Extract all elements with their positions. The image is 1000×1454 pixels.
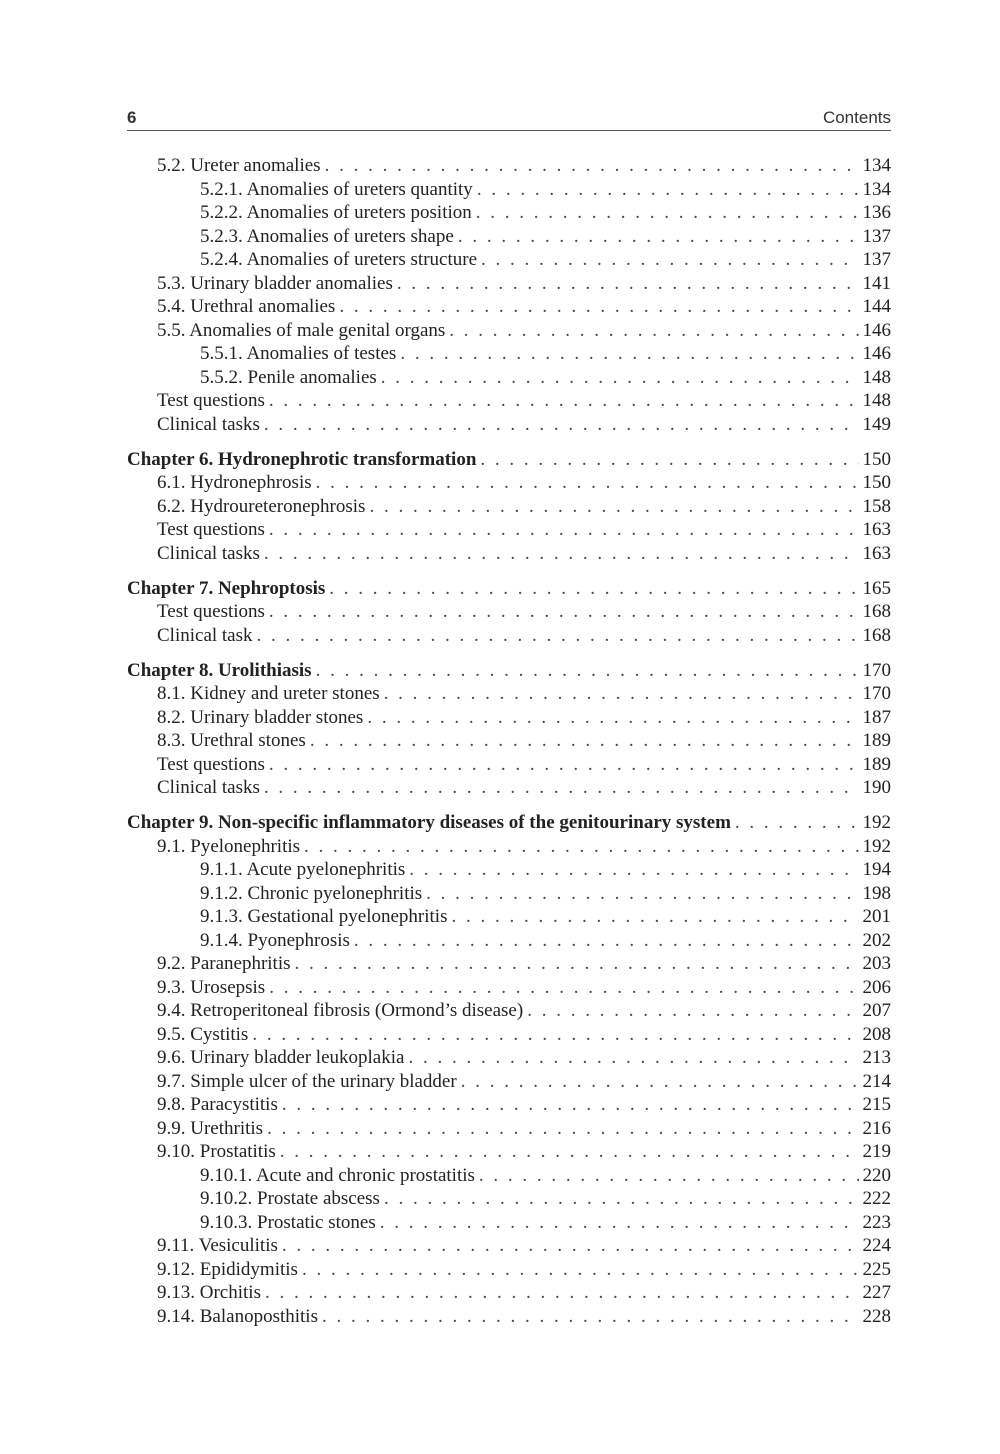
toc-entry-label: Test questions xyxy=(157,601,265,622)
toc-entry-label: 9.5. Cystitis xyxy=(157,1023,249,1045)
dot-leader xyxy=(339,295,858,319)
dot-leader xyxy=(369,495,858,519)
toc-entry-label: 5.5. Anomalies of male genital organs xyxy=(157,319,446,341)
toc-entry-page: 150 xyxy=(862,448,891,470)
toc-entry-page: 216 xyxy=(862,1117,891,1139)
toc-entry-page: 137 xyxy=(862,225,891,247)
toc-entry-label: 9.1.4. Pyonephrosis xyxy=(200,929,350,951)
toc-entry-page: 192 xyxy=(862,835,891,857)
dot-leader xyxy=(367,706,858,730)
toc-subsection-entry xyxy=(127,1164,891,1188)
toc-section-entry xyxy=(127,1140,891,1164)
toc-subsection-entry xyxy=(127,178,891,202)
toc-entry-page: 203 xyxy=(862,953,891,974)
toc-entry-page: 213 xyxy=(862,1047,891,1068)
dot-leader xyxy=(257,624,859,648)
toc-entry-label: 9.8. Paracystitis xyxy=(157,1094,278,1115)
toc-entry-page: 189 xyxy=(862,753,891,775)
toc-section-entry xyxy=(127,976,891,1000)
toc-subsection-entry xyxy=(127,248,891,272)
dot-leader xyxy=(477,178,859,202)
toc-entry-label: 9.1.1. Acute pyelonephritis xyxy=(200,859,406,880)
dot-leader xyxy=(252,1023,858,1047)
dot-leader xyxy=(527,999,858,1023)
toc-entry-page: 148 xyxy=(862,366,891,388)
toc-chapter-entry xyxy=(127,577,891,601)
toc-section-entry xyxy=(127,1093,891,1117)
toc-entry-page: 227 xyxy=(862,1282,891,1303)
toc-entry-label: Chapter 8. Urolithiasis xyxy=(127,659,312,681)
toc-entry-label: Test questions xyxy=(157,519,265,540)
toc-entry-label: 9.10.3. Prostatic stones xyxy=(200,1211,376,1233)
dot-leader xyxy=(384,1187,859,1211)
toc-entry-page: 198 xyxy=(862,882,891,904)
toc-section-entry xyxy=(127,1258,891,1282)
toc-subsection-entry xyxy=(127,201,891,225)
toc-entry-page: 219 xyxy=(862,1141,891,1162)
toc-entry-label: 9.13. Orchitis xyxy=(157,1282,261,1303)
dot-leader xyxy=(269,389,859,413)
dot-leader xyxy=(426,882,858,906)
section-title: Contents xyxy=(822,108,891,127)
dot-leader xyxy=(400,342,858,366)
toc-section-entry xyxy=(127,413,891,437)
dot-leader xyxy=(354,929,859,953)
toc-entry-label: 8.2. Urinary bladder stones xyxy=(157,706,364,728)
dot-leader xyxy=(322,1305,859,1329)
toc-entry-label: Clinical tasks xyxy=(157,413,260,435)
dot-leader xyxy=(316,659,859,683)
toc-entry-label: 5.2.4. Anomalies of ureters structure xyxy=(200,249,478,270)
toc-section-entry xyxy=(127,1234,891,1258)
toc-entry-label: 5.5.1. Anomalies of testes xyxy=(200,343,397,364)
toc-section-entry xyxy=(127,542,891,566)
toc-entry-page: 137 xyxy=(862,249,891,270)
toc-entry-page: 134 xyxy=(862,155,891,176)
page-number: 6 xyxy=(127,108,137,127)
toc-chapter-entry xyxy=(127,659,891,683)
dot-leader xyxy=(269,976,858,1000)
toc-entry-label: 9.2. Paranephritis xyxy=(157,953,291,974)
dot-leader xyxy=(269,600,859,624)
toc-section-entry xyxy=(127,706,891,730)
dot-leader xyxy=(280,1140,859,1164)
toc-entry-page: 215 xyxy=(862,1094,891,1115)
dot-leader xyxy=(458,225,859,249)
toc-entry-page: 187 xyxy=(862,706,891,728)
toc-entry-label: 9.1. Pyelonephritis xyxy=(157,835,301,857)
dot-leader xyxy=(265,1281,859,1305)
toc-entry-label: 9.10. Prostatitis xyxy=(157,1141,276,1162)
dot-leader xyxy=(481,248,858,272)
toc-entry-page: 202 xyxy=(862,929,891,951)
toc-entry-label: Test questions xyxy=(157,390,265,411)
dot-leader xyxy=(397,272,859,296)
toc-section-entry xyxy=(127,272,891,296)
toc-section-entry xyxy=(127,495,891,519)
toc-chapter-entry xyxy=(127,811,891,835)
toc-entry-page: 163 xyxy=(862,542,891,564)
toc-subsection-entry xyxy=(127,882,891,906)
toc-section-entry xyxy=(127,624,891,648)
dot-leader xyxy=(329,577,858,601)
toc-section-entry xyxy=(127,295,891,319)
toc-entry-label: 9.1.3. Gestational pyelonephritis xyxy=(200,906,448,927)
toc-section-entry xyxy=(127,1281,891,1305)
dot-leader xyxy=(264,776,859,800)
running-header xyxy=(127,106,891,131)
dot-leader xyxy=(302,1258,859,1282)
toc-entry-label: Clinical task xyxy=(157,624,253,646)
toc-entry-label: 9.14. Balanoposthitis xyxy=(157,1305,318,1327)
dot-leader xyxy=(735,811,859,835)
dot-leader xyxy=(264,542,859,566)
toc-entry-page: 165 xyxy=(862,577,891,599)
dot-leader xyxy=(269,753,859,777)
toc-entry-label: 9.3. Urosepsis xyxy=(157,976,266,998)
dot-leader xyxy=(295,952,859,976)
toc-subsection-entry xyxy=(127,225,891,249)
toc-entry-page: 214 xyxy=(862,1070,891,1092)
toc-entry-label: 9.11. Vesiculitis xyxy=(157,1235,278,1256)
toc-subsection-entry xyxy=(127,929,891,953)
dot-leader xyxy=(476,201,859,225)
chapter-spacer xyxy=(127,800,891,812)
dot-leader xyxy=(380,1211,859,1235)
dot-leader xyxy=(282,1093,859,1117)
dot-leader xyxy=(449,319,858,343)
table-of-contents xyxy=(127,154,891,1328)
toc-section-entry xyxy=(127,999,891,1023)
toc-entry-label: 5.3. Urinary bladder anomalies xyxy=(157,272,393,294)
toc-subsection-entry xyxy=(127,1211,891,1235)
toc-entry-page: 170 xyxy=(862,659,891,681)
dot-leader xyxy=(267,1117,858,1141)
toc-entry-label: 9.6. Urinary bladder leukoplakia xyxy=(157,1047,405,1068)
toc-entry-label: Clinical tasks xyxy=(157,542,260,564)
toc-entry-label: 5.5.2. Penile anomalies xyxy=(200,366,377,388)
toc-entry-label: 8.3. Urethral stones xyxy=(157,730,306,751)
toc-section-entry xyxy=(127,952,891,976)
toc-section-entry xyxy=(127,682,891,706)
toc-entry-label: 5.2. Ureter anomalies xyxy=(157,155,321,176)
toc-entry-page: 141 xyxy=(862,272,891,294)
toc-entry-label: 9.4. Retroperitoneal fibrosis (Ormond’s disease) xyxy=(157,1000,524,1021)
toc-section-entry xyxy=(127,1023,891,1047)
toc-chapter-entry xyxy=(127,448,891,472)
toc-subsection-entry xyxy=(127,342,891,366)
toc-entry-label: 9.7. Simple ulcer of the urinary bladder xyxy=(157,1070,457,1092)
toc-entry-page: 136 xyxy=(862,202,891,223)
dot-leader xyxy=(316,471,859,495)
toc-entry-page: 149 xyxy=(862,413,891,435)
dot-leader xyxy=(304,835,858,859)
toc-entry-page: 224 xyxy=(862,1235,891,1256)
dot-leader xyxy=(480,448,858,472)
toc-section-entry xyxy=(127,835,891,859)
toc-section-entry xyxy=(127,1046,891,1070)
toc-entry-page: 206 xyxy=(862,976,891,998)
toc-entry-page: 148 xyxy=(862,390,891,411)
toc-entry-label: 6.2. Hydroureteronephrosis xyxy=(157,495,366,517)
toc-entry-page: 223 xyxy=(862,1211,891,1233)
toc-entry-page: 168 xyxy=(862,624,891,646)
toc-entry-page: 220 xyxy=(862,1164,891,1186)
toc-entry-label: Chapter 7. Nephroptosis xyxy=(127,577,326,599)
dot-leader xyxy=(282,1234,859,1258)
toc-entry-label: 8.1. Kidney and ureter stones xyxy=(157,683,380,704)
toc-section-entry xyxy=(127,1117,891,1141)
toc-entry-label: 9.12. Epididymitis xyxy=(157,1258,298,1280)
toc-entry-page: 190 xyxy=(862,777,891,798)
toc-subsection-entry xyxy=(127,858,891,882)
toc-entry-label: 5.2.1. Anomalies of ureters quantity xyxy=(200,178,473,200)
toc-entry-page: 163 xyxy=(862,519,891,540)
toc-subsection-entry xyxy=(127,366,891,390)
toc-entry-label: 5.2.2. Anomalies of ureters position xyxy=(200,202,472,223)
dot-leader xyxy=(451,905,858,929)
toc-entry-label: 6.1. Hydronephrosis xyxy=(157,472,312,493)
toc-entry-page: 208 xyxy=(862,1023,891,1045)
dot-leader xyxy=(325,154,859,178)
toc-entry-label: 9.10.2. Prostate abscess xyxy=(200,1188,380,1209)
toc-entry-label: 5.4. Urethral anomalies xyxy=(157,296,336,317)
toc-entry-page: 189 xyxy=(862,730,891,751)
toc-entry-page: 146 xyxy=(862,343,891,364)
toc-entry-label: Clinical tasks xyxy=(157,777,260,798)
toc-entry-page: 194 xyxy=(862,859,891,880)
toc-entry-page: 201 xyxy=(862,906,891,927)
toc-entry-page: 144 xyxy=(862,296,891,317)
dot-leader xyxy=(269,518,859,542)
dot-leader xyxy=(381,366,859,390)
chapter-spacer xyxy=(127,647,891,659)
toc-section-entry xyxy=(127,154,891,178)
toc-subsection-entry xyxy=(127,1187,891,1211)
toc-section-entry xyxy=(127,1070,891,1094)
toc-entry-label: 9.9. Urethritis xyxy=(157,1117,264,1139)
toc-section-entry xyxy=(127,753,891,777)
dot-leader xyxy=(461,1070,859,1094)
dot-leader xyxy=(408,1046,858,1070)
dot-leader xyxy=(310,729,859,753)
dot-leader xyxy=(409,858,858,882)
toc-section-entry xyxy=(127,471,891,495)
dot-leader xyxy=(264,413,859,437)
toc-entry-label: 9.1.2. Chronic pyelonephritis xyxy=(200,882,423,904)
toc-entry-label: Test questions xyxy=(157,753,265,775)
toc-entry-page: 134 xyxy=(862,178,891,200)
chapter-spacer xyxy=(127,436,891,448)
toc-entry-page: 207 xyxy=(862,1000,891,1021)
toc-section-entry xyxy=(127,518,891,542)
toc-section-entry xyxy=(127,1305,891,1329)
toc-entry-page: 192 xyxy=(862,812,891,833)
toc-section-entry xyxy=(127,600,891,624)
toc-entry-page: 222 xyxy=(862,1188,891,1209)
toc-entry-page: 225 xyxy=(862,1258,891,1280)
toc-subsection-entry xyxy=(127,905,891,929)
toc-entry-page: 168 xyxy=(862,601,891,622)
toc-entry-label: 5.2.3. Anomalies of ureters shape xyxy=(200,225,454,247)
toc-section-entry xyxy=(127,776,891,800)
toc-entry-label: Chapter 6. Hydronephrotic transformation xyxy=(127,448,477,470)
dot-leader xyxy=(384,682,859,706)
toc-entry-page: 150 xyxy=(862,472,891,493)
chapter-spacer xyxy=(127,565,891,577)
toc-entry-page: 170 xyxy=(862,683,891,704)
toc-section-entry xyxy=(127,729,891,753)
toc-entry-page: 228 xyxy=(862,1305,891,1327)
toc-section-entry xyxy=(127,319,891,343)
dot-leader xyxy=(479,1164,859,1188)
toc-entry-page: 158 xyxy=(862,495,891,517)
toc-entry-page: 146 xyxy=(862,319,891,341)
toc-entry-label: Chapter 9. Non-specific inflammatory diseases of the genitourinary system xyxy=(127,812,731,833)
toc-entry-label: 9.10.1. Acute and chronic prostatitis xyxy=(200,1164,475,1186)
toc-section-entry xyxy=(127,389,891,413)
